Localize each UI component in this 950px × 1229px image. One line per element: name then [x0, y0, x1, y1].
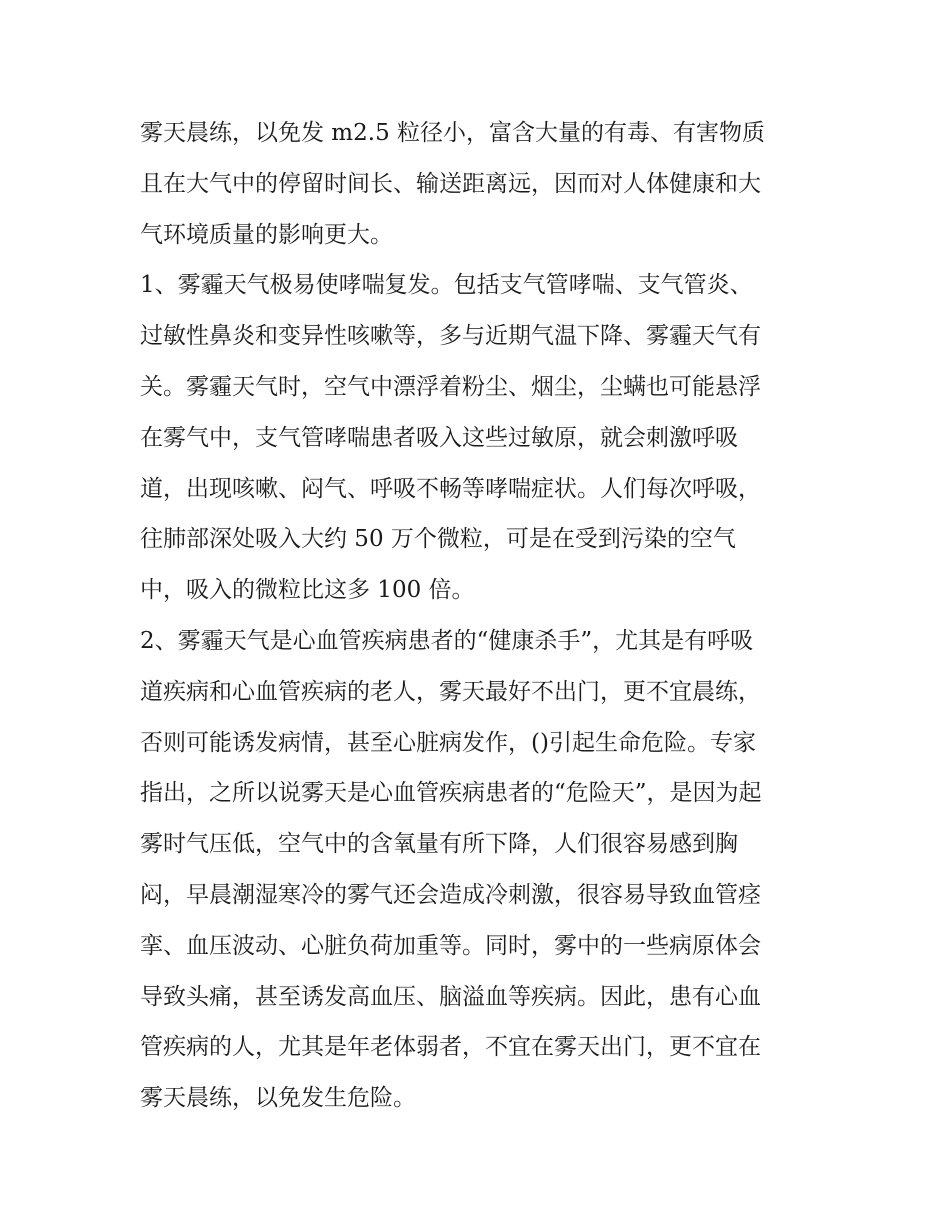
document-body — [140, 108, 820, 1124]
text-line: 中，吸入的微粒比这多 100 倍。 — [140, 577, 475, 604]
text-line: 往肺部深处吸入大约 50 万个微粒，可是在受到污染的空气 — [140, 526, 736, 553]
text-line: 道，出现咳嗽、闷气、呼吸不畅等哮喘症状。人们每次呼吸， — [140, 475, 761, 502]
text-line: 雾天晨练，以免发生危险。 — [140, 1085, 416, 1112]
text-line: 雾天晨练，以免发 m2.5 粒径小，富含大量的有毒、有害物质 — [140, 120, 766, 146]
text-line: 挛、血压波动、心脏负荷加重等。同时，雾中的一些病原体会 — [140, 932, 761, 959]
text-line: 1、雾霾天气极易使哮喘复发。包括支气管哮喘、支气管炎、 — [140, 272, 753, 299]
paragraph-cardiovascular — [140, 616, 820, 1124]
text-line: 雾时气压低，空气中的含氧量有所下降，人们很容易感到胸 — [140, 831, 738, 858]
text-line: 道疾病和心血管疾病的老人，雾天最好不出门，更不宜晨练， — [140, 678, 761, 705]
text-line: 闷，早晨潮湿寒冷的雾气还会造成冷刺激，很容易导致血管痉 — [140, 881, 761, 908]
text-line: 在雾气中，支气管哮喘患者吸入这些过敏原，就会刺激呼吸 — [140, 424, 738, 451]
text-line: 且在大气中的停留时间长、输送距离远，因而对人体健康和大 — [140, 170, 761, 197]
paragraph-asthma — [140, 260, 820, 616]
text-line: 气环境质量的影响更大。 — [140, 221, 393, 248]
paragraph-intro — [140, 108, 820, 260]
text-line: 否则可能诱发病情，甚至心脏病发作，()引起生命危险。专家 — [140, 729, 756, 756]
text-line: 过敏性鼻炎和变异性咳嗽等，多与近期气温下降、雾霾天气有 — [140, 323, 761, 350]
text-line: 管疾病的人，尤其是年老体弱者，不宜在雾天出门，更不宜在 — [140, 1034, 761, 1061]
text-line: 导致头痛，甚至诱发高血压、脑溢血等疾病。因此，患有心血 — [140, 983, 761, 1010]
text-line: 关。雾霾天气时，空气中漂浮着粉尘、烟尘，尘螨也可能悬浮 — [140, 373, 761, 400]
text-line: 指出，之所以说雾天是心血管疾病患者的“危险天”，是因为起 — [140, 780, 762, 807]
text-line: 2、雾霾天气是心血管疾病患者的“健康杀手”，尤其是有呼吸 — [140, 627, 754, 654]
